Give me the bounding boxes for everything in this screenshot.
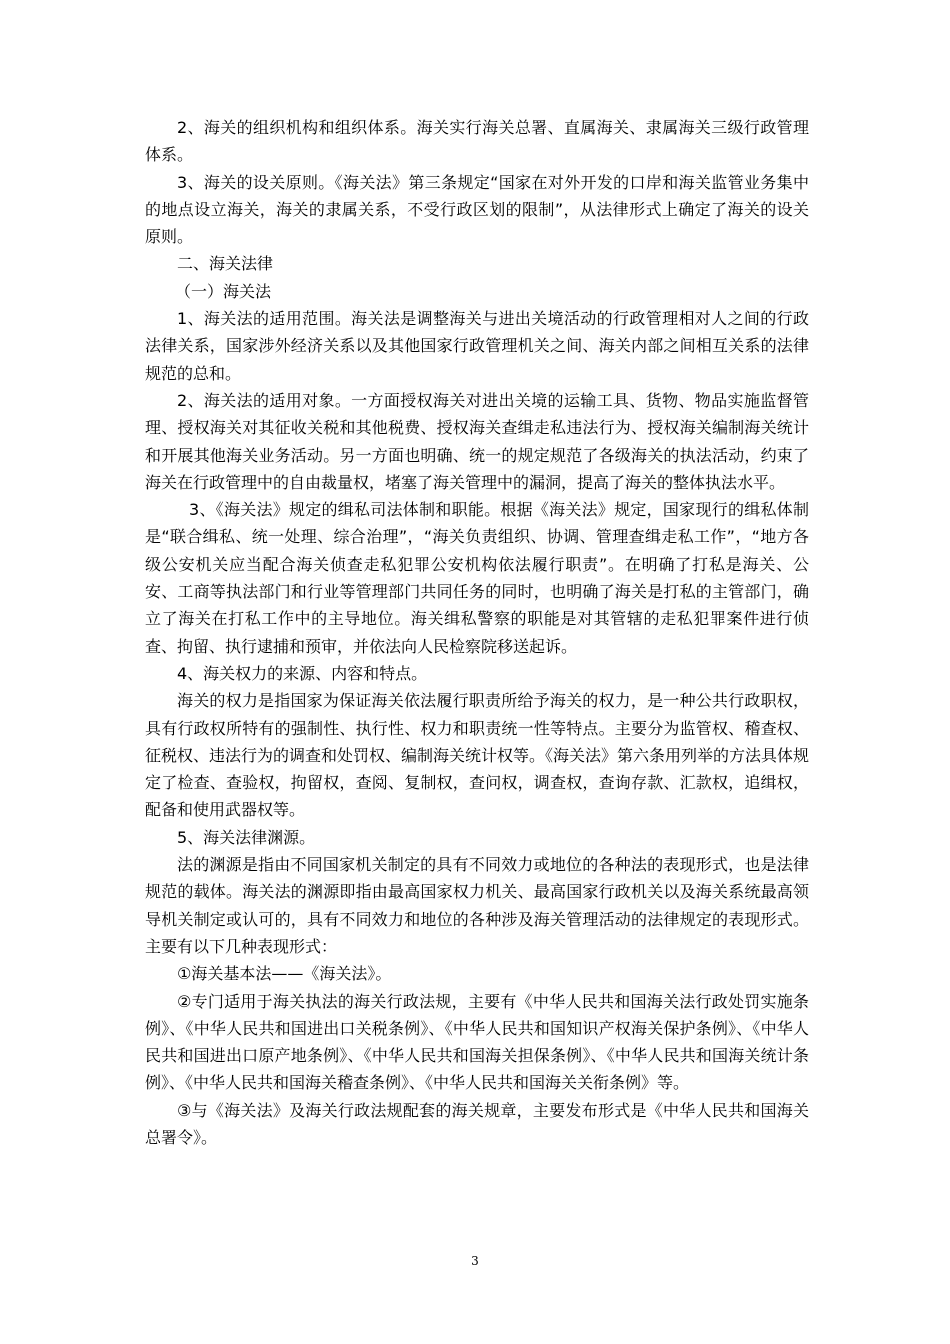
paragraph-sources-heading: 5、海关法律渊源。 (177, 827, 316, 847)
document-body (145, 114, 809, 1151)
paragraph-organization: 2、海关的组织机构和组织体系。海关实行海关总署、直属海关、隶属海关三级行政管理体系。 (145, 118, 809, 165)
paragraph-anti-smuggling: 3、《海关法》规定的缉私司法体制和职能。根据《海关法》规定，国家现行的缉私体制是“联合缉私、统一处理、综合治理”，“海关负责组织、协调、管理查缉走私工作”，“地方各级公安机关应当配合海关侦查走私犯罪公安机构依法履行职责”。在明确了打私是海关、公安、工商等执法部门和行业等管理部门共同任务的同时，也明确了海关是打私的主管部门，确立了海关在打私工作中的主导地位。海关缉私警察的职能是对其管辖的走私犯罪案件进行侦查、拘留、执行逮捕和预审，并依法向人民检察院移送起诉。 (145, 500, 809, 656)
paragraph-sources-detail: 法的渊源是指由不同国家机关制定的具有不同效力或地位的各种法的表现形式，也是法律规范的载体。海关法的渊源即指由最高国家权力机关、最高国家行政机关以及海关系统最高领导机关制定或认可的，具有不同效力和地位的各种涉及海关管理活动的法律规定的表现形式。主要有以下几种表现形式： (145, 855, 809, 956)
paragraph-power-heading: 4、海关权力的来源、内容和特点。 (177, 663, 428, 683)
list-item-basic-law: ①海关基本法——《海关法》。 (177, 964, 392, 984)
list-item-administrative-regulations: ②专门适用于海关执法的海关行政法规，主要有《中华人民共和国海关法行政处罚实施条例》、《中华人民共和国进出口关税条例》、《中华人民共和国知识产权海关保护条例》、《中华人民共和国进出口原产地条例》、《中华人民共和国海关担保条例》、《中华人民共和国海关统计条例》、《中华人民共和国海关稽查条例》、《中华人民共和国海关关衔条例》等。 (145, 991, 809, 1093)
subsection-heading-customs-law: （一）海关法 (175, 281, 272, 301)
paragraph-scope: 1、海关法的适用范围。海关法是调整海关与进出关境活动的行政管理相对人之间的行政法律关系，国家涉外经济关系以及其他国家行政管理机关之间、海关内部之间相互关系的法律规范的总和。 (145, 309, 809, 383)
page-number: 3 (471, 1254, 479, 1268)
list-item-customs-rules: ③与《海关法》及海关行政法规配套的海关规章，主要发布形式是《中华人民共和国海关总署令》。 (145, 1100, 809, 1147)
paragraph-power-detail: 海关的权力是指国家为保证海关依法履行职责所给予海关的权力，是一种公共行政职权，具有行政权所特有的强制性、执行性、权力和职责统一性等特点。主要分为监管权、稽查权、征税权、违法行为的调查和处罚权、编制海关统计权等。《海关法》第六条用列举的方法具体规定了检查、查验权，拘留权，查阅、复制权，查问权，调查权，查询存款、汇款权，追缉权，配备和使用武器权等。 (145, 691, 810, 820)
paragraph-applicable-objects: 2、海关法的适用对象。一方面授权海关对进出关境的运输工具、货物、物品实施监督管理、授权海关对其征收关税和其他税费、授权海关查缉走私违法行为、授权海关编制海关统计和开展其他海关业务活动。另一方面也明确、统一的规定规范了各级海关的执法活动，约束了海关在行政管理中的自由裁量权，堵塞了海关管理中的漏洞，提高了海关的整体执法水平。 (145, 390, 809, 492)
section-heading-customs-law: 二、海关法律 (177, 254, 274, 274)
paragraph-establishment-principle: 3、海关的设关原则。《海关法》第三条规定“国家在对外开发的口岸和海关监管业务集中的地点设立海关，海关的隶属关系，不受行政区划的限制”，从法律形式上确定了海关的设关原则。 (145, 172, 809, 247)
